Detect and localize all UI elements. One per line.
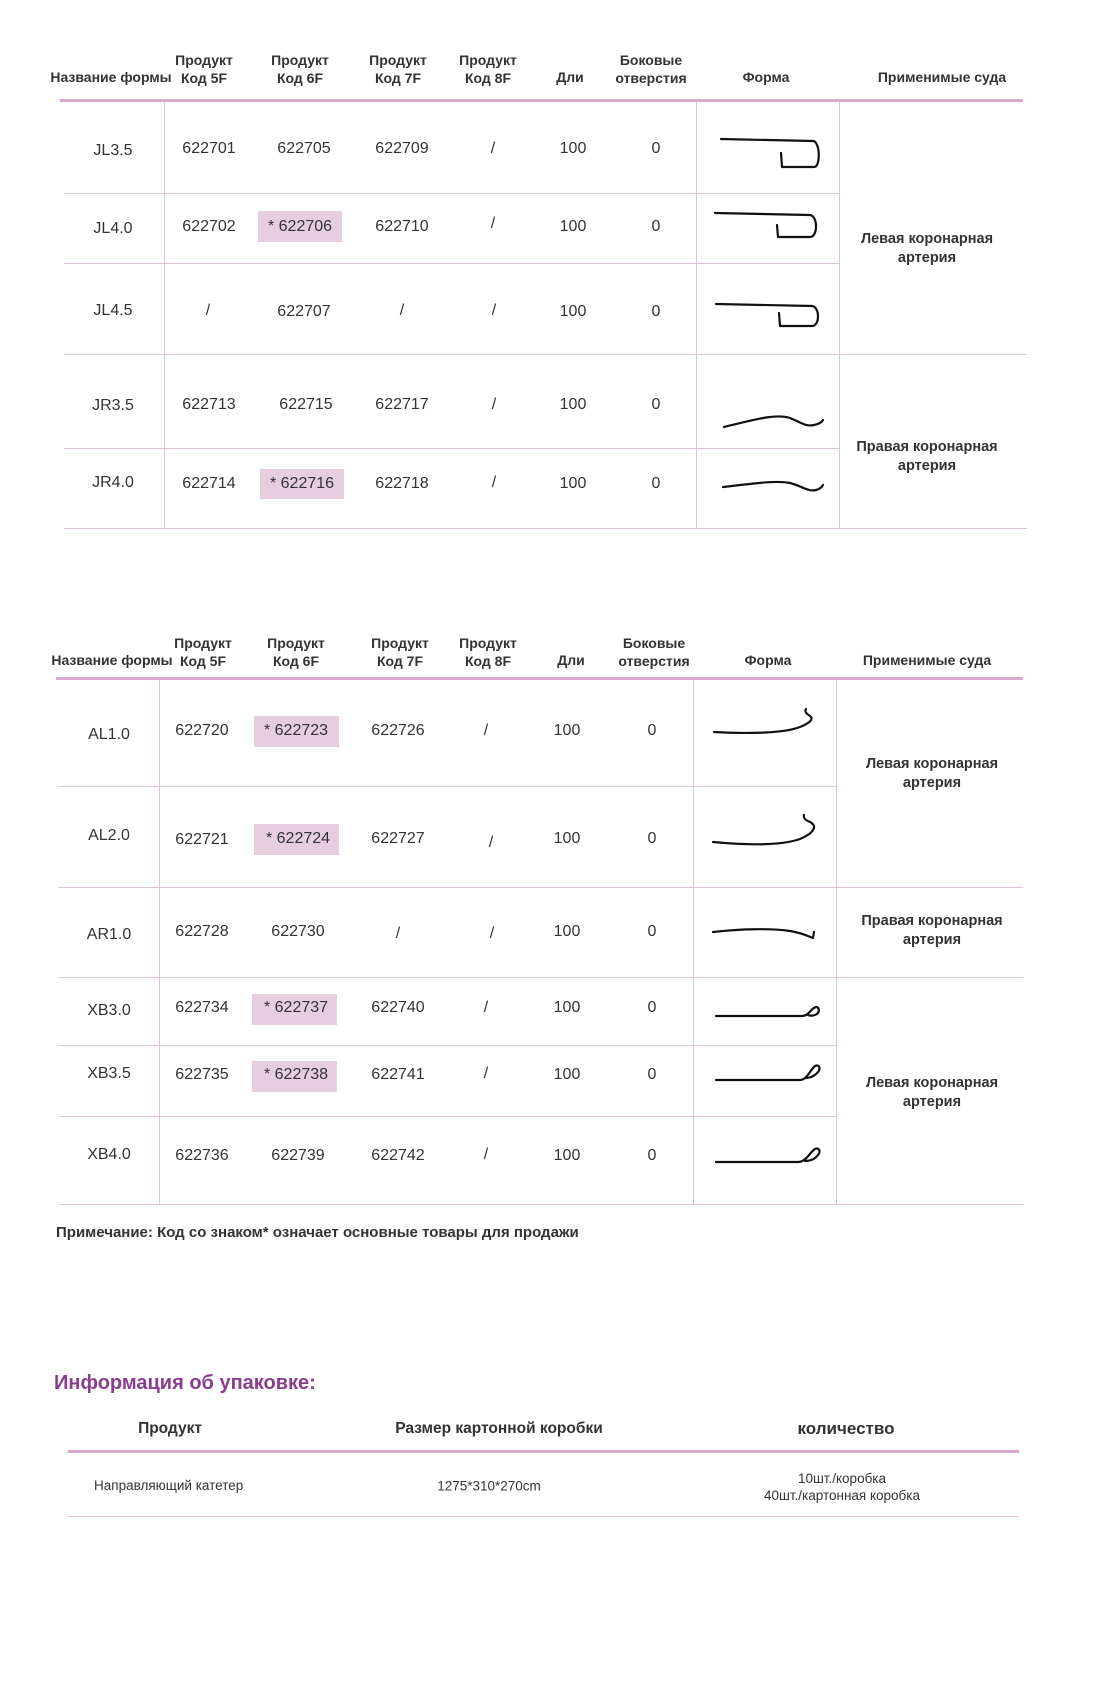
header-box-size: Размер картонной коробки: [395, 1420, 603, 1437]
code-5f: 622714: [182, 475, 236, 492]
header-rule: [68, 1450, 1019, 1453]
code-8f: /: [491, 302, 497, 319]
header-side-holes: Боковые отверстия: [615, 52, 687, 86]
code-5f: /: [205, 302, 211, 319]
code-5f: 622736: [175, 1147, 229, 1164]
ar-curve-icon: [710, 918, 820, 948]
header-code-6f: Продукт Код 6F: [271, 52, 329, 86]
vessel-group: Левая коронарная артерия: [865, 756, 999, 791]
row-divider: [68, 1516, 1019, 1517]
code-8f: /: [483, 1146, 489, 1163]
side-holes: 0: [651, 218, 661, 235]
header-rule: [60, 99, 1023, 102]
side-holes: 0: [647, 923, 657, 940]
code-6f: * 622724: [265, 830, 331, 847]
code-7f: 622740: [371, 999, 425, 1016]
header-shape: Форма: [744, 652, 792, 668]
code-8f: /: [490, 140, 496, 157]
xb-curve-icon: [712, 998, 822, 1024]
code-5f: 622734: [175, 999, 229, 1016]
jr-curve-icon: [720, 470, 830, 500]
code-6f: 622707: [277, 303, 331, 320]
form-name: JR4.0: [92, 474, 134, 491]
header-shape: Форма: [742, 69, 790, 85]
side-holes: 0: [651, 396, 661, 413]
header-length: Дли: [556, 69, 584, 85]
code-6f: * 622716: [269, 475, 335, 492]
row-divider: [58, 977, 1023, 978]
code-7f: 622727: [371, 830, 425, 847]
jr-curve-icon: [720, 405, 830, 435]
row-divider: [64, 528, 1027, 529]
side-holes: 0: [647, 1066, 657, 1083]
vessel-group: Левая коронарная артерия: [865, 1075, 999, 1110]
code-8f: /: [490, 215, 496, 232]
quantity: 10шт./коробка 40шт./картонная коробка: [763, 1471, 921, 1503]
side-holes: 0: [647, 1147, 657, 1164]
form-name: XB4.0: [87, 1146, 131, 1163]
length: 100: [559, 475, 587, 492]
code-5f: 622728: [175, 923, 229, 940]
form-name: XB3.5: [87, 1065, 131, 1082]
header-vessels: Применимые суда: [877, 69, 1007, 85]
row-divider: [58, 887, 1023, 888]
code-8f: /: [488, 834, 494, 851]
jl-curve-icon: [715, 133, 825, 173]
form-name: XB3.0: [87, 1002, 131, 1019]
code-6f: * 622738: [263, 1066, 329, 1083]
side-holes: 0: [647, 999, 657, 1016]
form-name: JL4.0: [93, 220, 133, 237]
length: 100: [553, 722, 581, 739]
header-quantity: количество: [797, 1419, 895, 1438]
code-6f: * 622723: [263, 722, 329, 739]
header-code-8f: Продукт Код 8F: [459, 635, 517, 669]
code-7f: 622741: [371, 1066, 425, 1083]
al-curve-icon: [710, 812, 820, 862]
form-name: AL1.0: [88, 726, 130, 743]
vessel-group: Правая коронарная артерия: [861, 913, 1003, 948]
form-name: AL2.0: [88, 827, 130, 844]
jl-curve-icon: [710, 207, 820, 247]
row-divider: [58, 1116, 836, 1117]
row-divider: [64, 448, 839, 449]
column-divider: [159, 680, 160, 1204]
row-divider: [64, 263, 839, 264]
code-5f: 622735: [175, 1066, 229, 1083]
header-code-6f: Продукт Код 6F: [267, 635, 325, 669]
code-6f: 622705: [277, 140, 331, 157]
code-6f: 622739: [271, 1147, 325, 1164]
code-7f: 622726: [371, 722, 425, 739]
length: 100: [553, 830, 581, 847]
header-form-name: Название формы: [50, 69, 172, 85]
header-product: Продукт: [138, 1420, 202, 1437]
row-divider: [64, 354, 1027, 355]
length: 100: [559, 396, 587, 413]
header-side-holes: Боковые отверстия: [618, 635, 690, 669]
side-holes: 0: [647, 830, 657, 847]
length: 100: [553, 923, 581, 940]
al-curve-icon: [710, 708, 820, 748]
code-7f: 622742: [371, 1147, 425, 1164]
box-size: 1275*310*270cm: [437, 1478, 541, 1494]
column-divider: [164, 102, 165, 528]
jl-curve-icon: [712, 298, 822, 338]
length: 100: [559, 140, 587, 157]
side-holes: 0: [651, 303, 661, 320]
code-5f: 622702: [182, 218, 236, 235]
code-7f: /: [395, 925, 401, 942]
code-6f: * 622737: [263, 999, 329, 1016]
length: 100: [559, 218, 587, 235]
side-holes: 0: [651, 140, 661, 157]
length: 100: [553, 1147, 581, 1164]
header-form-name: Название формы: [51, 652, 173, 668]
header-code-8f: Продукт Код 8F: [459, 52, 517, 86]
length: 100: [553, 1066, 581, 1083]
code-8f: /: [483, 722, 489, 739]
product-name: Направляющий катетер: [94, 1478, 244, 1493]
code-7f: /: [399, 302, 405, 319]
code-7f: 622710: [375, 218, 429, 235]
footnote: Примечание: Код со знаком* означает основные товары для продажи: [56, 1224, 579, 1241]
column-divider: [839, 102, 840, 528]
row-divider: [64, 193, 839, 194]
column-divider: [836, 680, 837, 1204]
row-divider: [58, 1204, 1023, 1205]
xb-curve-icon: [712, 1140, 822, 1166]
side-holes: 0: [647, 722, 657, 739]
header-code-5f: Продукт Код 5F: [174, 635, 232, 669]
code-7f: 622718: [375, 475, 429, 492]
form-name: AR1.0: [86, 926, 132, 943]
code-5f: 622713: [182, 396, 236, 413]
code-5f: 622720: [175, 722, 229, 739]
row-divider: [58, 1045, 836, 1046]
code-5f: 622721: [175, 831, 229, 848]
form-name: JL3.5: [93, 142, 133, 159]
header-code-5f: Продукт Код 5F: [175, 52, 233, 86]
code-6f: 622715: [279, 396, 333, 413]
code-8f: /: [483, 999, 489, 1016]
code-8f: /: [491, 396, 497, 413]
column-divider: [693, 680, 694, 1204]
header-code-7f: Продукт Код 7F: [371, 635, 429, 669]
side-holes: 0: [651, 475, 661, 492]
code-6f: * 622706: [267, 218, 333, 235]
row-divider: [58, 786, 836, 787]
packaging-title: Информация об упаковке:: [54, 1372, 316, 1394]
form-name: JL4.5: [93, 302, 133, 319]
header-rule: [56, 677, 1023, 680]
header-length: Дли: [557, 652, 585, 668]
xb-curve-icon: [712, 1060, 822, 1086]
code-8f: /: [489, 925, 495, 942]
header-vessels: Применимые суда: [862, 652, 992, 668]
vessel-group: Правая коронарная артерия: [856, 439, 998, 474]
vessel-group: Левая коронарная артерия: [860, 231, 994, 266]
length: 100: [553, 999, 581, 1016]
code-7f: 622717: [375, 396, 429, 413]
form-name: JR3.5: [92, 397, 134, 414]
code-6f: 622730: [271, 923, 325, 940]
length: 100: [559, 303, 587, 320]
code-7f: 622709: [375, 140, 429, 157]
code-8f: /: [491, 474, 497, 491]
column-divider: [696, 102, 697, 528]
code-8f: /: [483, 1065, 489, 1082]
header-code-7f: Продукт Код 7F: [369, 52, 427, 86]
code-5f: 622701: [182, 140, 236, 157]
